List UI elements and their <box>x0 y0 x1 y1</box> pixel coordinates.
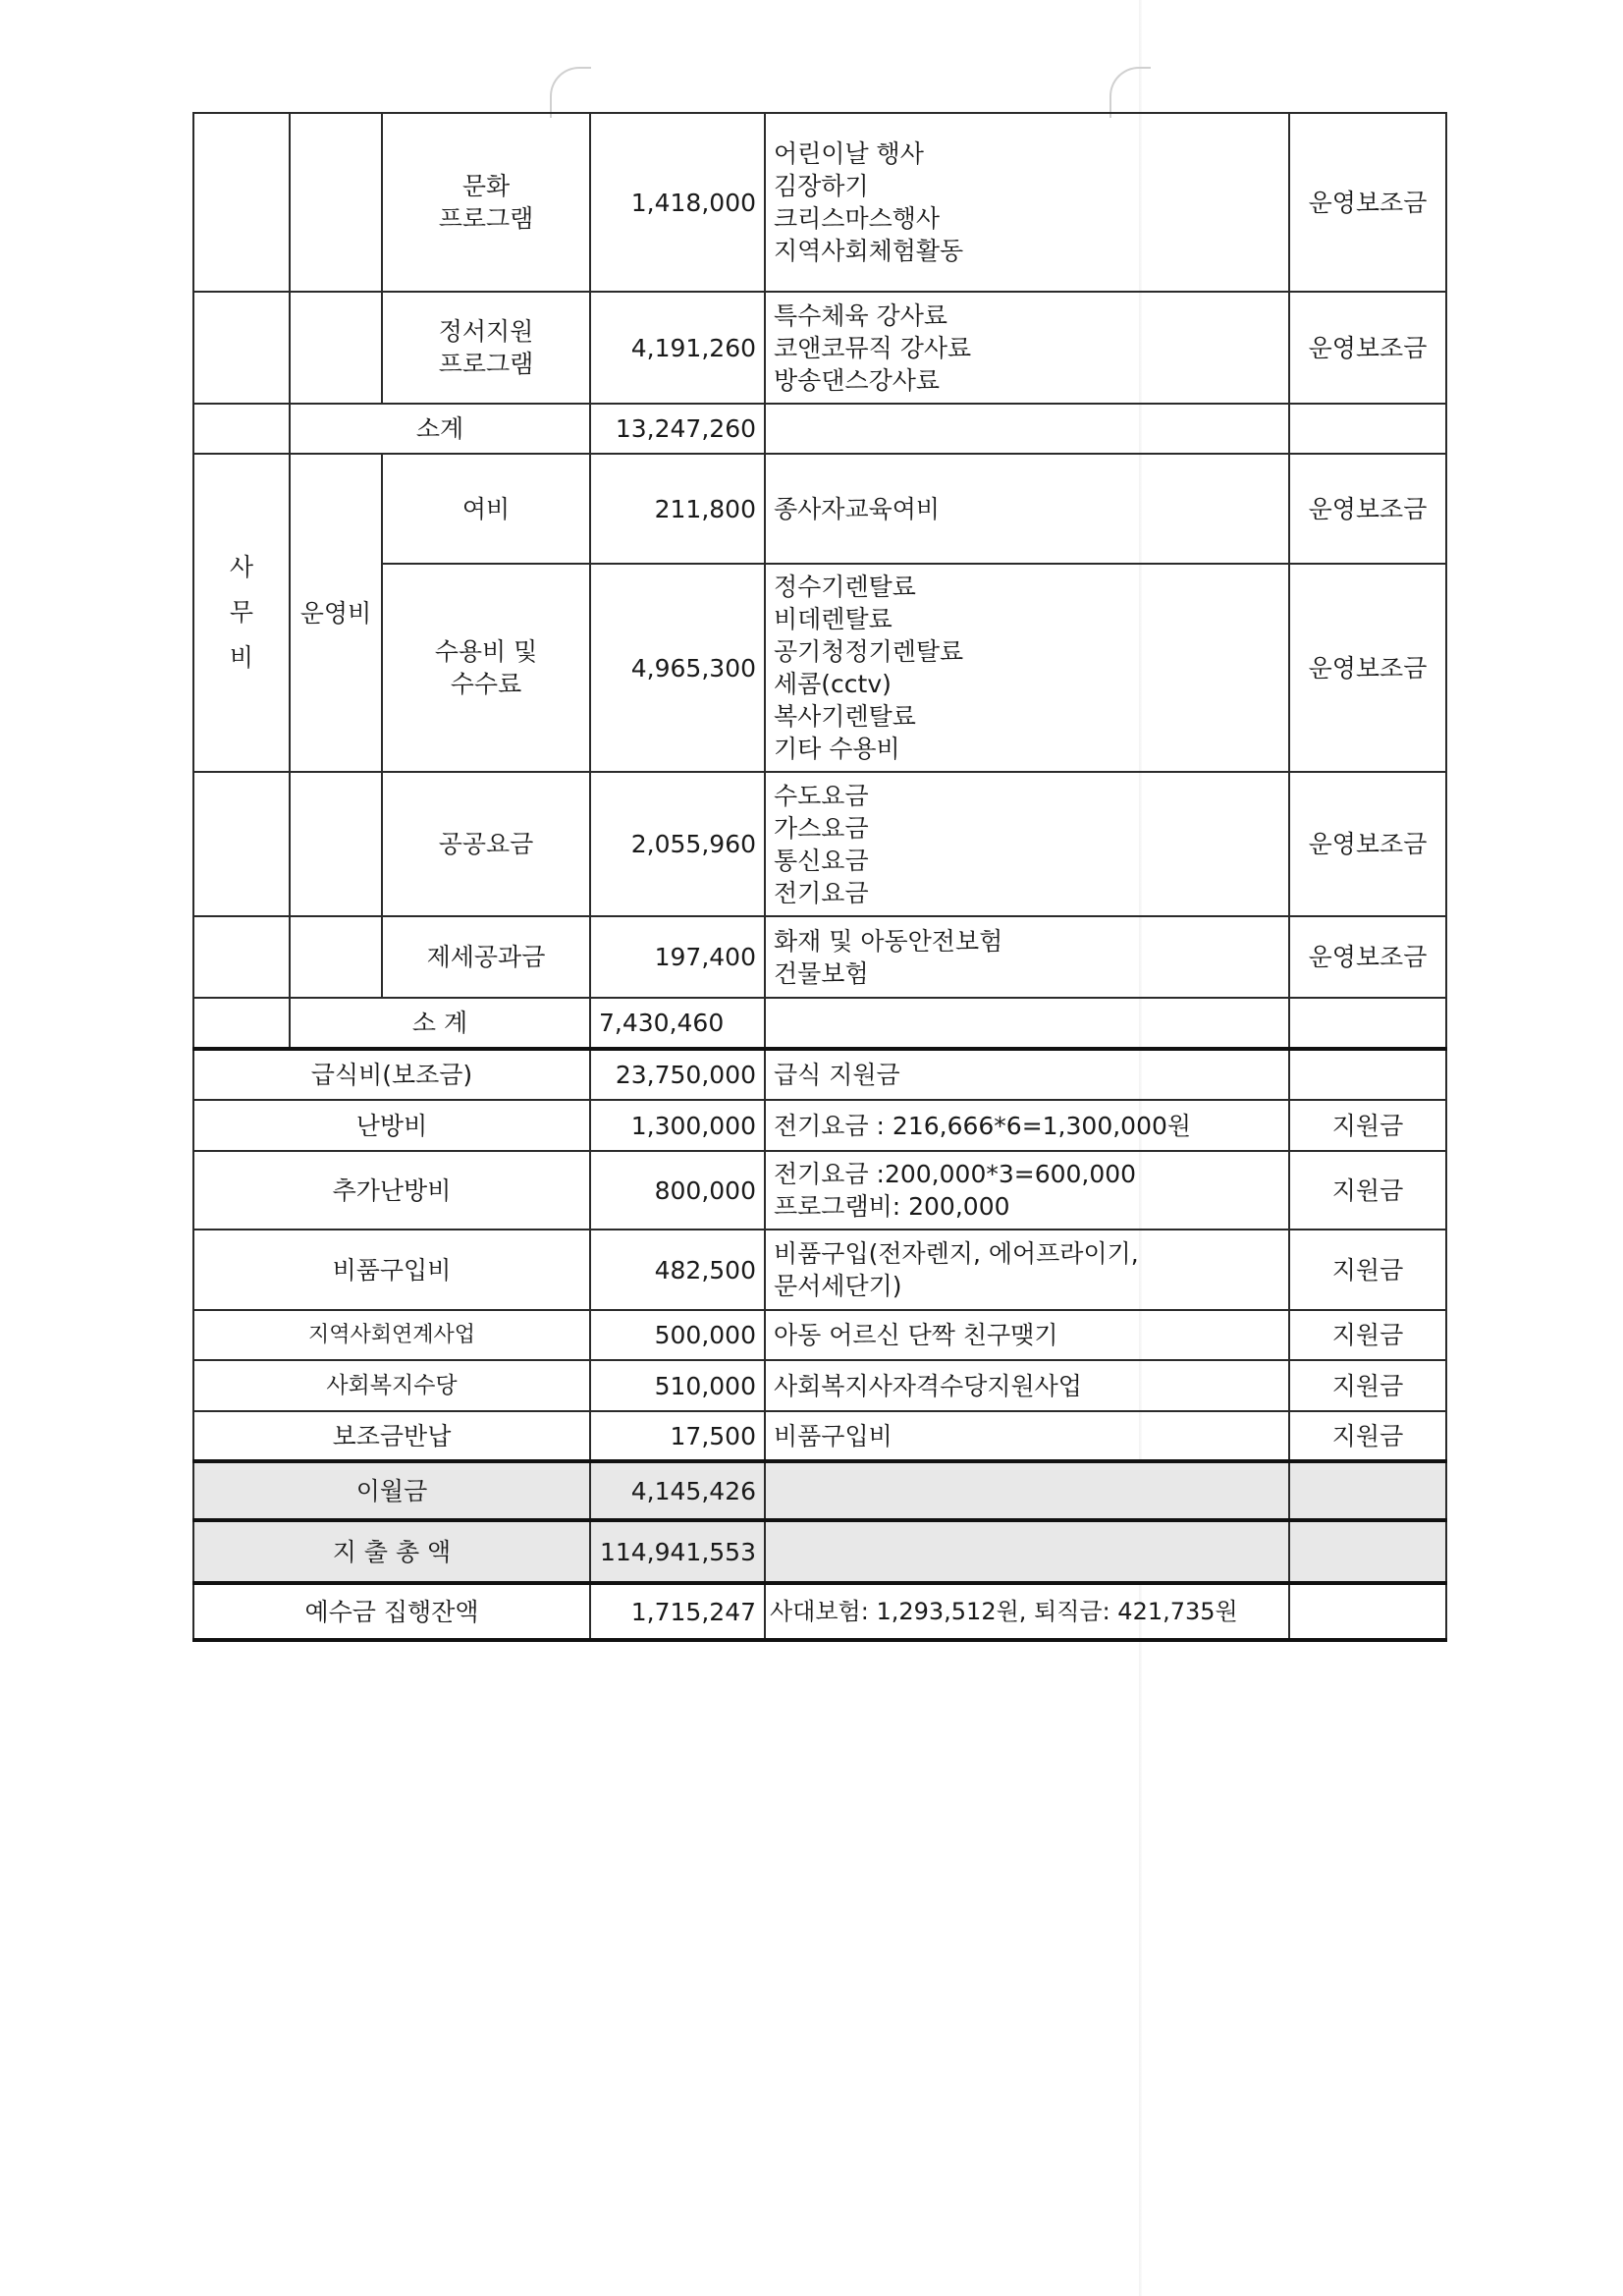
amount-cell: 1,418,000 <box>590 113 765 292</box>
details-cell: 종사자교육여비 <box>765 454 1289 564</box>
funding-source: 운영보조금 <box>1289 113 1446 292</box>
table-row <box>193 1411 1446 1461</box>
empty-cell <box>1289 1583 1446 1640</box>
amount-cell: 17,500 <box>590 1411 765 1461</box>
empty-cell <box>290 292 382 404</box>
amount-cell: 500,000 <box>590 1310 765 1360</box>
subtotal-label: 소 계 <box>290 998 590 1049</box>
amount-cell: 1,300,000 <box>590 1100 765 1151</box>
item-name: 정서지원 프로그램 <box>382 292 590 404</box>
funding-source: 운영보조금 <box>1289 564 1446 772</box>
funding-source: 지원금 <box>1289 1151 1446 1230</box>
empty-cell <box>193 292 290 404</box>
table-row <box>193 1151 1446 1230</box>
table-row <box>193 1100 1446 1151</box>
funding-source: 지원금 <box>1289 1310 1446 1360</box>
carryover-row <box>193 1461 1446 1520</box>
table-row <box>193 1049 1446 1100</box>
details-cell: 사회복지사자격수당지원사업 <box>765 1360 1289 1411</box>
details-cell: 수도요금 가스요금 통신요금 전기요금 <box>765 772 1289 916</box>
item-name: 비품구입비 <box>193 1230 590 1310</box>
item-name: 난방비 <box>193 1100 590 1151</box>
details-cell: 전기요금 :200,000*3=600,000 프로그램비: 200,000 <box>765 1151 1289 1230</box>
details-cell: 어린이날 행사 김장하기 크리스마스행사 지역사회체험활동 <box>765 113 1289 292</box>
item-name: 문화 프로그램 <box>382 113 590 292</box>
total-amount: 114,941,553 <box>590 1520 765 1583</box>
item-name: 수용비 및 수수료 <box>382 564 590 772</box>
category-label: 사 무 비 <box>193 454 290 772</box>
empty-cell <box>765 998 1289 1049</box>
funding-source: 지원금 <box>1289 1100 1446 1151</box>
empty-cell <box>765 404 1289 454</box>
subtotal-label: 소계 <box>290 404 590 454</box>
empty-cell <box>193 404 290 454</box>
details-cell: 비품구입(전자렌지, 에어프라이기, 문서세단기) <box>765 1230 1289 1310</box>
item-name: 제세공과금 <box>382 916 590 998</box>
empty-cell <box>193 772 290 916</box>
scan-clip-mark-left <box>550 67 591 118</box>
amount-cell: 2,055,960 <box>590 772 765 916</box>
amount-cell: 4,965,300 <box>590 564 765 772</box>
funding-source: 지원금 <box>1289 1360 1446 1411</box>
details-cell: 전기요금 : 216,666*6=1,300,000원 <box>765 1100 1289 1151</box>
empty-cell <box>1289 1461 1446 1520</box>
amount-cell: 482,500 <box>590 1230 765 1310</box>
empty-cell <box>193 998 290 1049</box>
details-cell: 비품구입비 <box>765 1411 1289 1461</box>
funding-source: 지원금 <box>1289 1230 1446 1310</box>
empty-cell <box>193 113 290 292</box>
item-name: 보조금반납 <box>193 1411 590 1461</box>
details-cell: 아동 어르신 단짝 친구맺기 <box>765 1310 1289 1360</box>
table-row <box>193 1360 1446 1411</box>
funding-source: 운영보조금 <box>1289 292 1446 404</box>
funding-source: 운영보조금 <box>1289 916 1446 998</box>
subtotal-row <box>193 998 1446 1049</box>
carryover-amount: 4,145,426 <box>590 1461 765 1520</box>
item-name: 사회복지수당 <box>193 1360 590 1411</box>
expenditure-table <box>192 112 1447 1642</box>
balance-amount: 1,715,247 <box>590 1583 765 1640</box>
empty-cell <box>765 1461 1289 1520</box>
subtotal-row <box>193 404 1446 454</box>
item-name: 추가난방비 <box>193 1151 590 1230</box>
amount-cell: 4,191,260 <box>590 292 765 404</box>
details-cell: 특수체육 강사료 코앤코뮤직 강사료 방송댄스강사료 <box>765 292 1289 404</box>
table-row <box>193 454 1446 564</box>
total-label: 지 출 총 액 <box>193 1520 590 1583</box>
total-row <box>193 1520 1446 1583</box>
funding-source: 운영보조금 <box>1289 454 1446 564</box>
table-row <box>193 1230 1446 1310</box>
amount-cell: 23,750,000 <box>590 1049 765 1100</box>
details-cell: 정수기렌탈료 비데렌탈료 공기청정기렌탈료 세콤(cctv) 복사기렌탈료 기타 수용비 <box>765 564 1289 772</box>
balance-label: 예수금 집행잔액 <box>193 1583 590 1640</box>
funding-source: 지원금 <box>1289 1411 1446 1461</box>
amount-cell: 510,000 <box>590 1360 765 1411</box>
item-name: 공공요금 <box>382 772 590 916</box>
empty-cell <box>290 772 382 916</box>
table-row <box>193 1310 1446 1360</box>
table-row <box>193 564 1446 772</box>
amount-cell: 197,400 <box>590 916 765 998</box>
funding-source: 운영보조금 <box>1289 772 1446 916</box>
item-name: 지역사회연계사업 <box>193 1310 590 1360</box>
details-cell: 화재 및 아동안전보험 건물보험 <box>765 916 1289 998</box>
subtotal-amount: 13,247,260 <box>590 404 765 454</box>
amount-cell: 800,000 <box>590 1151 765 1230</box>
subtotal-amount: 7,430,460 <box>590 998 765 1049</box>
balance-details: 사대보험: 1,293,512원, 퇴직금: 421,735원 <box>765 1583 1289 1640</box>
table-row <box>193 292 1446 404</box>
item-name: 여비 <box>382 454 590 564</box>
empty-cell <box>290 113 382 292</box>
item-name: 급식비(보조금) <box>193 1049 590 1100</box>
empty-cell <box>1289 1520 1446 1583</box>
empty-cell <box>193 916 290 998</box>
subcategory-label: 운영비 <box>290 454 382 772</box>
empty-cell <box>1289 998 1446 1049</box>
details-cell: 급식 지원금 <box>765 1049 1289 1100</box>
scan-clip-mark-right <box>1109 67 1151 118</box>
empty-cell <box>1289 404 1446 454</box>
empty-cell <box>290 916 382 998</box>
empty-cell <box>765 1520 1289 1583</box>
balance-row <box>193 1583 1446 1640</box>
funding-source <box>1289 1049 1446 1100</box>
table-row <box>193 916 1446 998</box>
amount-cell: 211,800 <box>590 454 765 564</box>
table-row <box>193 113 1446 292</box>
table-row <box>193 772 1446 916</box>
carryover-label: 이월금 <box>193 1461 590 1520</box>
